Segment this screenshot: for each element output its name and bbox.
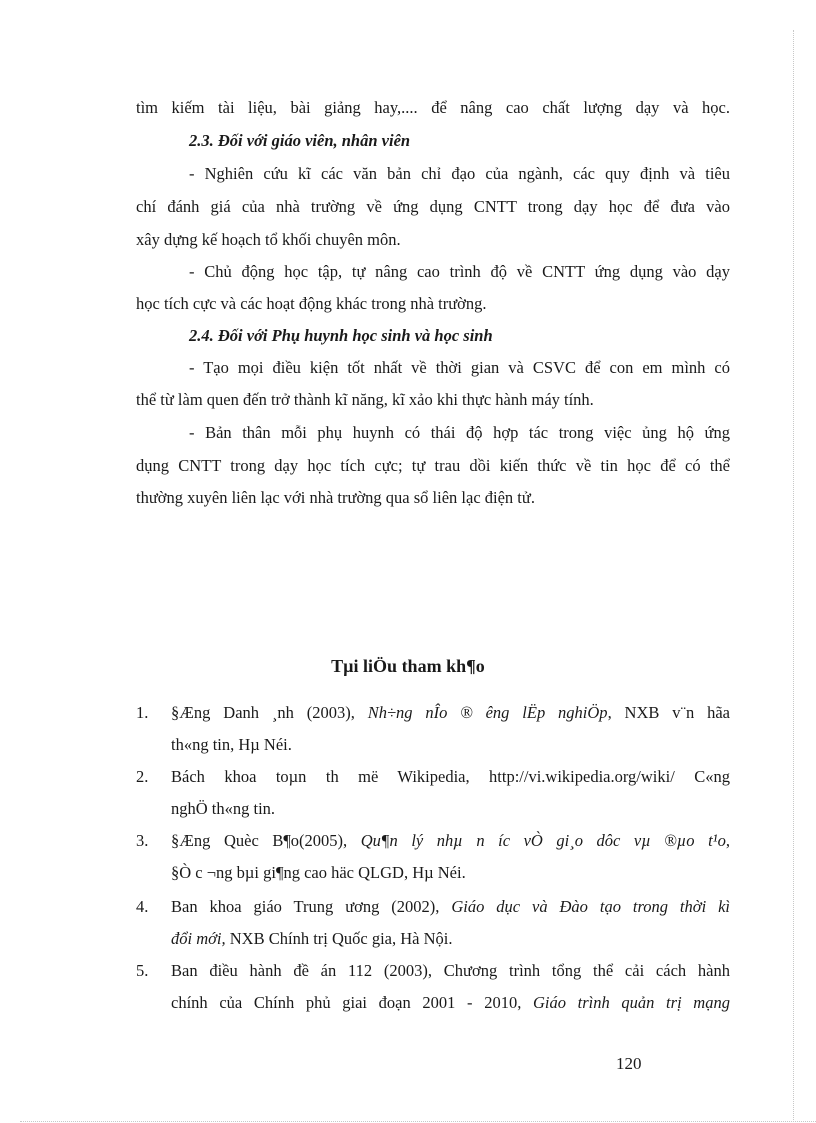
- body-line: chí đánh giá của nhà trường về ứng dụng CNTT trong dạy học để đưa vào: [136, 197, 730, 216]
- reference-line: chính của Chính phủ giai đoạn 2001 - 2010, Giáo trình quản trị mạng: [171, 993, 730, 1012]
- body-line: - Nghiên cứu kĩ các văn bản chỉ đạo của ngành, các quy định và tiêu: [189, 164, 730, 183]
- reference-line: Bách khoa toµn th më Wikipedia, http://vi.wikipedia.org/wiki/ C«ng: [171, 767, 730, 786]
- reference-line: đổi mới, NXB Chính trị Quốc gia, Hà Nội.: [171, 929, 453, 948]
- reference-number: 1.: [136, 703, 149, 722]
- references-title: Tµi liÖu tham kh¶o: [331, 656, 485, 676]
- body-line: thường xuyên liên lạc với nhà trường qua sổ liên lạc điện tử.: [136, 488, 535, 507]
- body-line: học tích cực và các hoạt động khác trong nhà trường.: [136, 294, 487, 313]
- reference-line: Ban điều hành đề án 112 (2003), Chương trình tổng thể cải cách hành: [171, 961, 730, 980]
- body-line: tìm kiếm tài liệu, bài giảng hay,.... để nâng cao chất lượng dạy và học.: [136, 98, 730, 117]
- page-bottom-guide: [20, 1121, 816, 1122]
- reference-line: §Æng Quèc B¶o(2005), Qu¶n lý nhµ n íc vÒ gi¸o dôc vµ ®µo t¹o,: [171, 831, 730, 850]
- body-line: dụng CNTT trong dạy học tích cực; tự trau dồi kiến thức về tin học để có thể: [136, 456, 730, 475]
- reference-line: §Ò c ¬ng bµi gi¶ng cao häc QLGD, Hµ Néi.: [171, 863, 466, 882]
- body-line: - Chủ động học tập, tự nâng cao trình độ về CNTT ứng dụng vào dạy: [189, 262, 730, 281]
- reference-number: 2.: [136, 767, 149, 786]
- page-number: 120: [616, 1054, 642, 1073]
- body-line: - Tạo mọi điều kiện tốt nhất về thời gian và CSVC để con em mình có: [189, 358, 730, 377]
- reference-line: th«ng tin, Hµ Néi.: [171, 735, 292, 754]
- page-margin-guide: [793, 30, 794, 1120]
- body-line: xây dựng kế hoạch tổ khối chuyên môn.: [136, 230, 401, 249]
- section-heading-2-4: 2.4. Đối với Phụ huynh học sinh và học sinh: [189, 326, 493, 345]
- reference-number: 5.: [136, 961, 149, 980]
- reference-line: §Æng Danh ¸nh (2003), Nh÷ng nÎo ® êng lËp nghiÖp, NXB v¨n hãa: [171, 703, 730, 722]
- section-heading-2-3: 2.3. Đối với giáo viên, nhân viên: [189, 131, 411, 150]
- reference-line: Ban khoa giáo Trung ương (2002), Giáo dục và Đào tạo trong thời kì: [171, 897, 730, 916]
- reference-number: 4.: [136, 897, 149, 916]
- body-line: thể từ làm quen đến trở thành kĩ năng, kĩ xảo khi thực hành máy tính.: [136, 390, 594, 409]
- reference-line: nghÖ th«ng tin.: [171, 799, 276, 818]
- reference-number: 3.: [136, 831, 149, 850]
- body-line: - Bản thân mỗi phụ huynh có thái độ hợp tác trong việc ủng hộ ứng: [189, 423, 730, 442]
